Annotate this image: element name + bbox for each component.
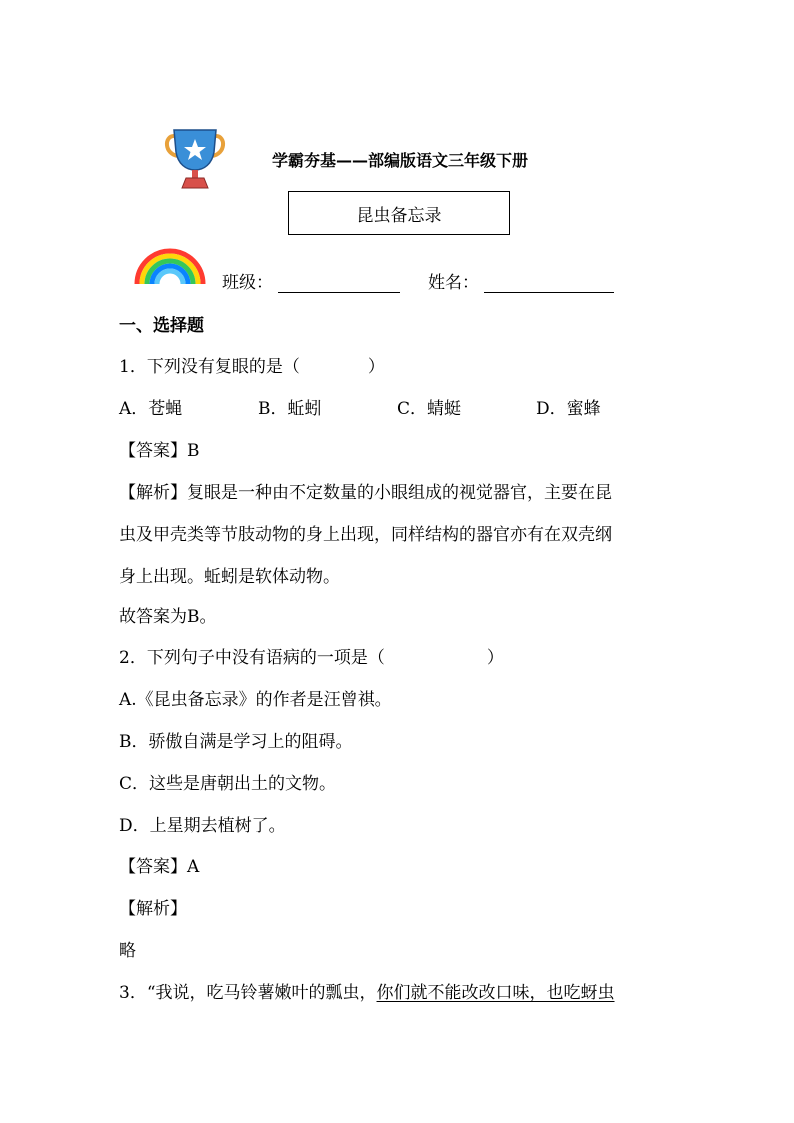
q1-analysis-line-2: 虫及甲壳类等节肢动物的身上出现，同样结构的器官亦有在双壳纲 [119,525,612,545]
class-input-line[interactable] [278,292,400,293]
q2-analysis-label: 【解析】 [119,899,187,919]
question-3-stem [119,982,615,1004]
q2-option-c: C．这些是唐朝出土的文物。 [119,774,337,794]
q1-option-d: D．蜜蜂 [536,399,601,419]
trophy-icon [164,126,226,190]
q1-option-c: C．蜻蜓 [397,399,462,419]
q2-option-a: A.《昆虫备忘录》的作者是汪曾祺。 [119,690,392,710]
q2-option-b: B．骄傲自满是学习上的阻碍。 [119,732,353,752]
page-title: 学霸夯基——部编版语文三年级下册 [272,151,529,170]
q1-answer: 【答案】B [119,441,200,461]
name-input-line[interactable] [484,292,614,293]
q1-option-a: A．苍蝇 [119,399,183,419]
q3-stem-plain: 3．“我说，吃马铃薯嫩叶的瓢虫， [119,983,377,1003]
section-heading: 一、选择题 [119,316,204,336]
q1-analysis-line-4: 故答案为B。 [119,607,217,627]
q1-analysis-line-1: 【解析】复眼是一种由不定数量的小眼组成的视觉器官，主要在昆 [119,483,612,503]
q1-option-b: B．蚯蚓 [258,399,322,419]
name-label: 姓名： [428,273,479,293]
q2-answer: 【答案】A [119,857,200,877]
rainbow-icon [133,246,207,286]
question-2-stem: 2．下列句子中没有语病的一项是（ ） [119,648,504,668]
q3-stem-underlined: 你们就不能改改口味，也吃蚜虫 [376,983,615,1003]
lesson-title-box: 昆虫备忘录 [288,191,510,235]
question-1-stem: 1．下列没有复眼的是（ ） [119,357,385,377]
class-label: 班级： [222,273,273,293]
q2-option-d: D．上星期去植树了。 [119,816,286,836]
q2-analysis-text: 略 [119,941,136,961]
q1-analysis-line-3: 身上出现。蚯蚓是软体动物。 [119,567,340,587]
